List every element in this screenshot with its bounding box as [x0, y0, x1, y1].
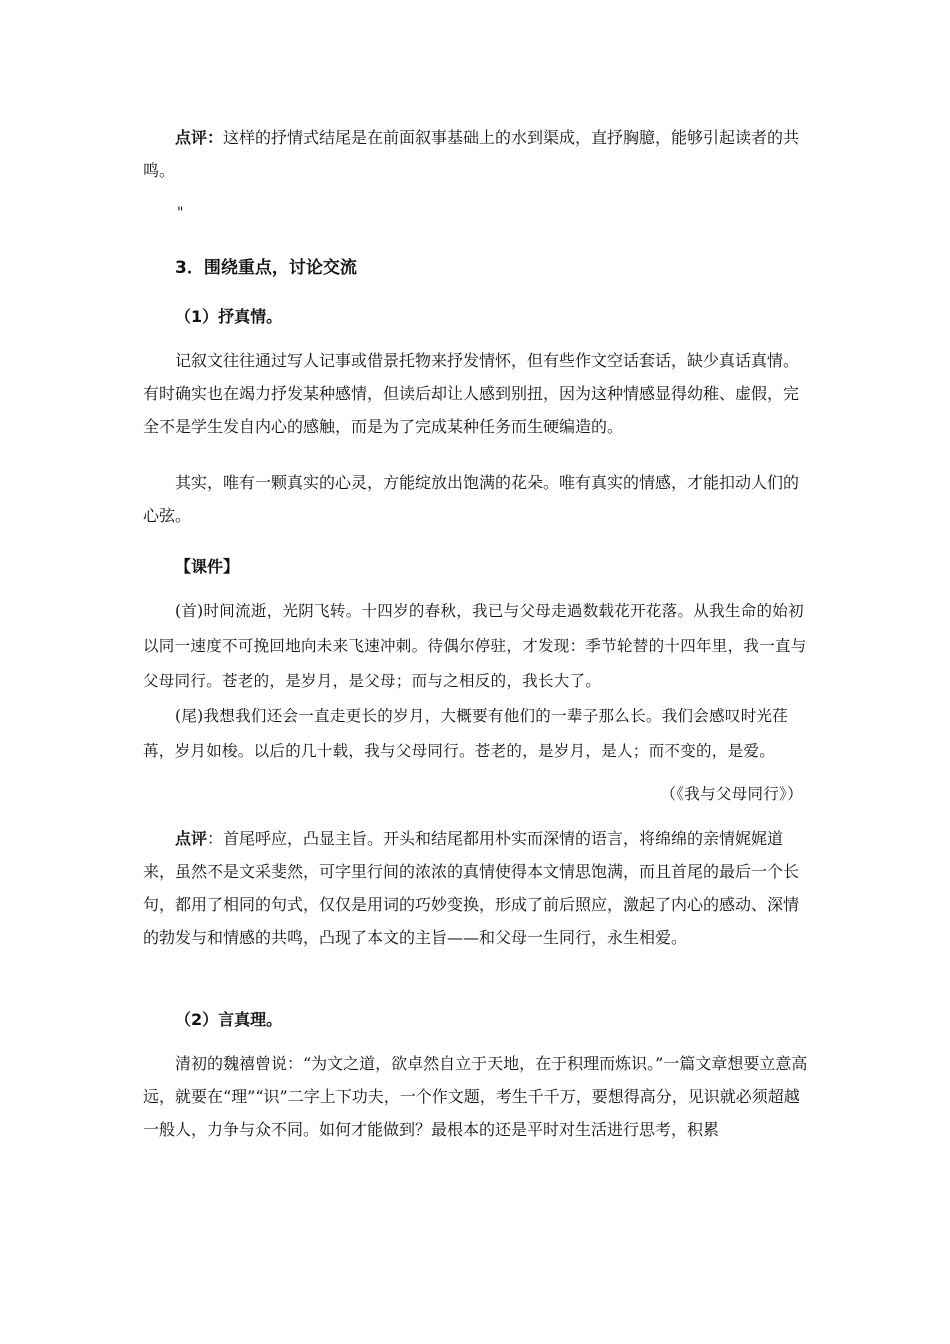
paragraph-1-block	[143, 344, 813, 443]
excerpt-head: (首)时间流逝，光阴飞转。十四岁的春秋，我已与父母走過数载花开花落。从我生命的始初以同一速度不可挽回地向未来飞速冲刺。待偶尔停驻，才发现：季节轮替的十四年里，我一直与父母同行。苍老的，是岁月，是父母；而与之相反的，我长大了。	[143, 602, 807, 690]
paragraph-3: 清初的魏禧曾说：“为文之道，欲卓然自立于天地，在于积理而炼识。”一篇文章想要立意高远，就要在“理”“识”二字上下功夫，一个作文题，考生千千万，要想得高分，见识就必须超越一般人，力争与众不同。如何才能做到？最根本的还是平时对生活进行思考，积累	[143, 1054, 808, 1139]
courseware-label-block	[143, 550, 813, 583]
comment-1-paragraph	[143, 121, 813, 187]
comment-1-label: 点评：	[175, 128, 224, 147]
comment-2-text: 首尾呼应，凸显主旨。开头和结尾都用朴实而深情的语言，将绵绵的亲情娓娓道来，虽然不是文采斐然，可字里行间的浓浓的真情使得本文情思饱满，而且首尾的最后一个长句，都用了相同的句式，仅仅是用词的巧妙变换，形成了前后照应，激起了内心的感动、深情的勃发与和情感的共鸣，凸现了本文的主旨——和父母一生同行，永生相爱。	[143, 829, 800, 947]
paragraph-2-block	[143, 466, 813, 532]
excerpt-block	[143, 594, 813, 812]
comment-2-label: 点评	[175, 829, 208, 848]
comment-2-paragraph	[143, 822, 813, 954]
paragraph-2: 其实，唯有一颗真实的心灵，方能绽放出饱满的花朵。唯有真实的情感，才能扣动人们的心弦。	[143, 473, 800, 525]
quote-mark: "	[177, 205, 184, 221]
section-heading: 3．围绕重点，讨论交流	[175, 258, 357, 278]
paragraph-3-block	[143, 1047, 813, 1146]
section-3	[143, 252, 813, 285]
subsection-2-heading: （2）言真理。	[175, 1010, 283, 1029]
comment-2	[143, 822, 813, 954]
comment-2-colon: ：	[207, 829, 224, 848]
subsection-1	[143, 300, 813, 333]
paragraph-1: 记叙文往往通过写人记事或借景托物来抒发情怀，但有些作文空话套话，缺少真话真情。有时确实也在竭力抒发某种感情，但读后却让人感到别扭，因为这种情感显得幼稚、虚假，完全不是学生发自内心的感触，而是为了完成某种任务而生硬编造的。	[143, 351, 800, 436]
courseware-label: 【课件】	[175, 557, 240, 576]
comment-1	[143, 121, 813, 187]
excerpt-tail: (尾)我想我们还会一直走更长的岁月，大概要有他们的一辈子那么长。我们会感叹时光荏苒，岁月如梭。以后的几十载，我与父母同行。苍老的，是岁月，是人；而不变的，是爱。	[143, 707, 789, 760]
subsection-2	[143, 1003, 813, 1036]
excerpt-source: （《我与父母同行》）	[660, 785, 803, 803]
subsection-1-heading: （1）抒真情。	[175, 307, 283, 326]
comment-1-text: 这样的抒情式结尾是在前面叙事基础上的水到渠成，直抒胸臆，能够引起读者的共鸣。	[143, 128, 800, 180]
